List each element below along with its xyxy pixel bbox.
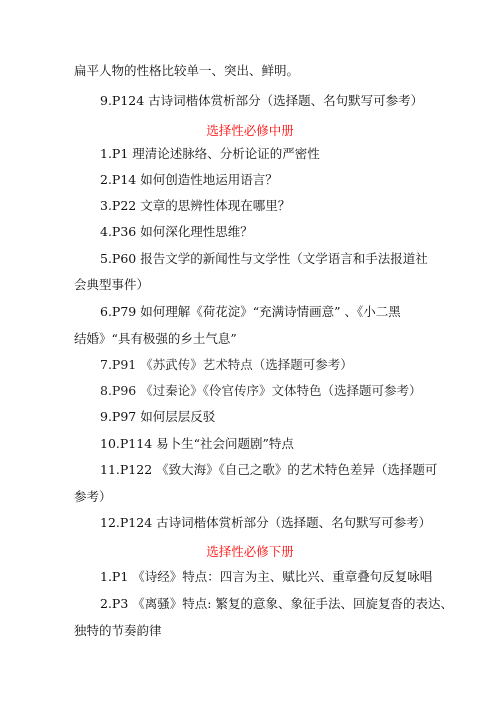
text-line: 参考） (74, 489, 112, 504)
text-line: 2.P14 如何创造性地运用语言？ (100, 172, 278, 187)
section-heading: 选择性必修下册 (206, 544, 294, 559)
text-line: 会典型事件） (74, 277, 150, 292)
text-line: 12.P124 古诗词楷体赏析部分（选择题、名句默写可参考） (100, 515, 432, 530)
text-line: 11.P122 《致大海》《自己之歌》的艺术特色差异（选择题可 (100, 462, 438, 477)
text-line: 4.P36 如何深化理性思维？ (100, 224, 253, 239)
text-line: 2.P3 《离骚》特点: 繁复的意象、象征手法、回旋复沓的表达、 (100, 596, 453, 611)
text-line: 1.P1 理清论述脉络、分析论证的严密性 (100, 146, 320, 161)
text-line: 独特的节奏韵律 (74, 623, 162, 638)
text-line: 10.P114 易卜生“社会问题剧”特点 (100, 436, 294, 451)
text-line: 结婚》“具有极强的乡土气息” (74, 331, 237, 346)
section-heading: 选择性必修中册 (206, 123, 294, 138)
text-line: 5.P60 报告文学的新闻性与文学性（文学语言和手法报道社 (100, 251, 428, 266)
text-line: 7.P91 《苏武传》艺术特点（选择题可参考） (100, 357, 353, 372)
text-line: 扁平人物的性格比较单一、突出、鲜明。 (74, 63, 300, 78)
text-line: 6.P79 如何理解《荷花淀》“充满诗情画意” 、《小二黑 (100, 304, 401, 319)
text-line: 3.P22 文章的思辨性体现在哪里？ (100, 198, 291, 213)
text-line: 9.P97 如何层层反驳 (100, 409, 216, 424)
text-line: 8.P96 《过秦论》《伶官传序》文体特色（选择题可参考） (100, 383, 422, 398)
text-line: 9.P124 古诗词楷体赏析部分（选择题、名句默写可参考） (100, 93, 424, 108)
text-line: 1.P1 《诗经》特点：四言为主、赋比兴、重章叠句反复咏唱 (100, 569, 433, 584)
